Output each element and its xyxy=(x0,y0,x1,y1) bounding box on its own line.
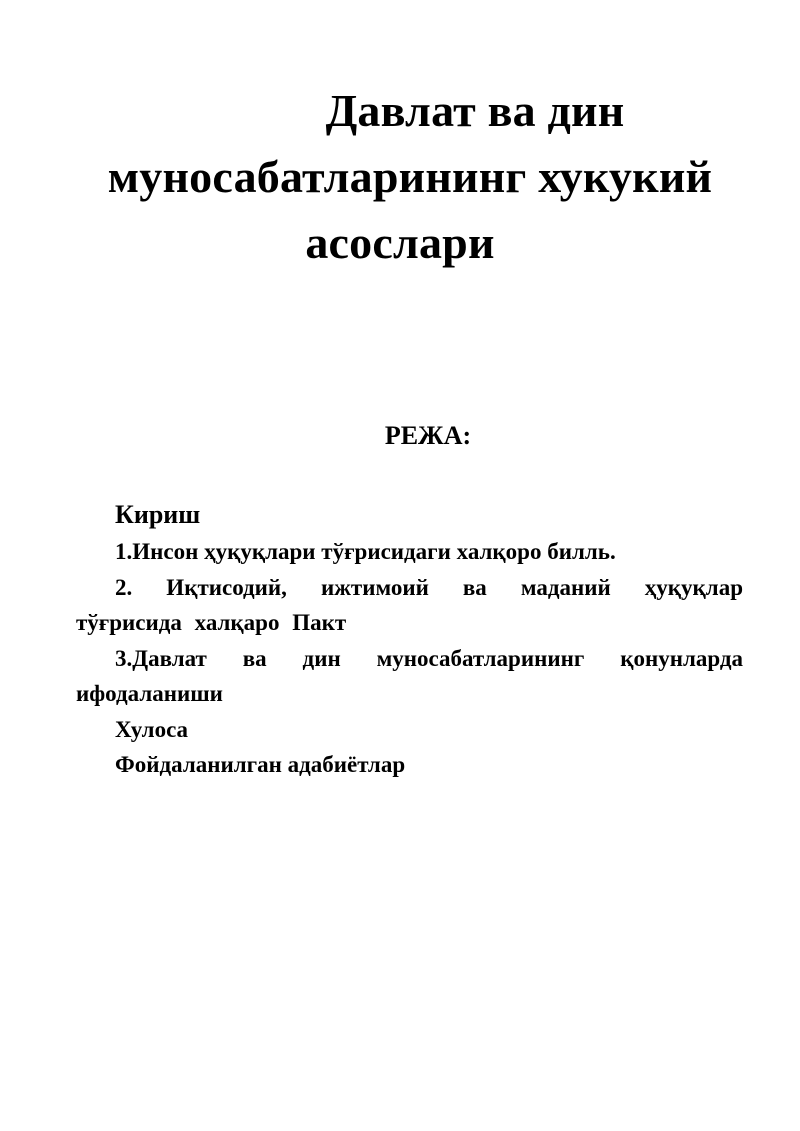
plan-item-references: Фойдаланилган адабиётлар xyxy=(115,752,406,777)
plan-item-conclusion: Хулоса xyxy=(115,716,189,742)
plan-heading: РЕЖА: xyxy=(384,421,472,450)
document-title-line-1: Давлат ва дин xyxy=(325,85,625,136)
document-title-line-3: асослари xyxy=(305,217,495,268)
document-title-line-2: муносабатларининг хукукий xyxy=(107,151,713,202)
plan-item-introduction: Кириш xyxy=(115,500,201,529)
plan-item-2: 2. Иқтисодий, ижтимоий ва маданий ҳуқуқлар тўғрисида халқаро Пакт xyxy=(76,574,743,635)
plan-list xyxy=(76,496,743,783)
document-title xyxy=(60,78,760,276)
plan-item-3: 3.Давлат ва дин муносабатларининг қонунларда ифодаланиши xyxy=(76,645,743,706)
plan-item-1: 1.Инсон ҳуқуқлари тўғрисидаги халқоро билль. xyxy=(115,539,616,564)
